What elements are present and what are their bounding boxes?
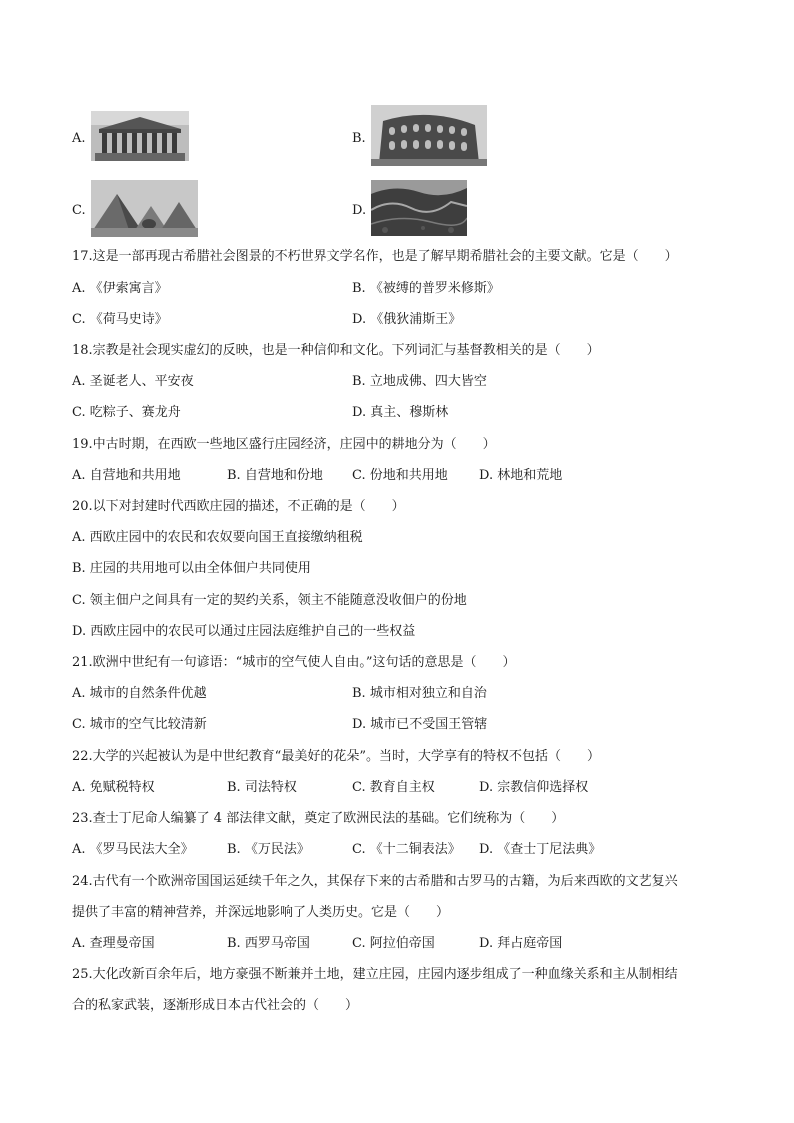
q17-option-a[interactable]: A. 《伊索寓言》 [72,281,168,296]
q24-option-c[interactable]: C. 阿拉伯帝国 [352,936,435,951]
q19-option-c[interactable]: C. 份地和共用地 [352,468,448,483]
question-25-stem-line-2: 合的私家武装，逐渐形成日本古代社会的（ ） [72,998,359,1013]
q18-option-c[interactable]: C. 吃粽子、赛龙舟 [72,405,181,420]
q18-option-b[interactable]: B. 立地成佛、四大皆空 [352,374,487,389]
q22-option-a[interactable]: A. 免赋税特权 [72,780,155,795]
q20-option-c[interactable]: C. 领主佃户之间具有一定的契约关系，领主不能随意没收佃户的份地 [72,593,467,608]
q22-option-c[interactable]: C. 教育自主权 [352,780,435,795]
parthenon-photo-icon[interactable] [91,111,189,161]
q20-option-b[interactable]: B. 庄园的共用地可以由全体佃户共同使用 [72,561,311,576]
q19-option-d[interactable]: D. 林地和荒地 [479,468,563,483]
q23-option-b[interactable]: B. 《万民法》 [227,842,310,857]
q23-option-d[interactable]: D. 《查士丁尼法典》 [479,842,602,857]
question-23-stem: 23.查士丁尼命人编纂了 4 部法律文献，奠定了欧洲民法的基础。它们统称为（ ） [72,811,565,826]
question-18-stem: 18.宗教是社会现实虚幻的反映，也是一种信仰和文化。下列词汇与基督教相关的是（ ） [72,343,600,358]
question-20-stem: 20.以下对封建时代西欧庄园的描述，不正确的是（ ） [72,499,405,514]
q18-option-d[interactable]: D. 真主、穆斯林 [352,405,449,420]
q21-option-b[interactable]: B. 城市相对独立和自治 [352,686,487,701]
image-option-d-label[interactable]: D. [352,203,367,218]
image-option-c-label[interactable]: C. [72,203,86,218]
q17-option-d[interactable]: D. 《俄狄浦斯王》 [352,312,462,327]
q18-option-a[interactable]: A. 圣诞老人、平安夜 [72,374,194,389]
q17-option-c[interactable]: C. 《荷马史诗》 [72,312,168,327]
image-option-a-label[interactable]: A. [72,131,86,146]
q22-option-d[interactable]: D. 宗教信仰选择权 [479,780,589,795]
q23-option-a[interactable]: A. 《罗马民法大全》 [72,842,194,857]
pyramids-photo-icon[interactable] [91,180,198,237]
question-24-stem-line-1: 24.古代有一个欧洲帝国国运延续千年之久，其保存下来的古希腊和古罗马的古籍，为后来西欧的文艺复兴 [72,874,678,889]
q21-option-c[interactable]: C. 城市的空气比较清新 [72,717,207,732]
q20-option-d[interactable]: D. 西欧庄园中的农民可以通过庄园法庭维护自己的一些权益 [72,624,416,639]
q21-option-d[interactable]: D. 城市已不受国王管辖 [352,717,488,732]
question-22-stem: 22.大学的兴起被认为是中世纪教育“最美好的花朵”。当时，大学享有的特权不包括（ ） [72,749,600,764]
q17-option-b[interactable]: B. 《被缚的普罗米修斯》 [352,281,500,296]
q19-option-b[interactable]: B. 自营地和份地 [227,468,323,483]
q19-option-a[interactable]: A. 自营地和共用地 [72,468,181,483]
question-21-stem: 21.欧洲中世纪有一句谚语：“城市的空气使人自由。”这句话的意思是（ ） [72,655,516,670]
question-17-stem: 17.这是一部再现古希腊社会图景的不朽世界文学名作，也是了解早期希腊社会的主要文献。它是（ ） [72,249,678,264]
q24-option-b[interactable]: B. 西罗马帝国 [227,936,310,951]
q24-option-a[interactable]: A. 查理曼帝国 [72,936,155,951]
question-24-stem-line-2: 提供了丰富的精神营养，并深远地影响了人类历史。它是（ ） [72,905,450,920]
question-25-stem-line-1: 25.大化改新百余年后，地方豪强不断兼并土地，建立庄园，庄园内逐步组成了一种血缘关系和主从制相结 [72,967,678,982]
great-wall-photo-icon[interactable] [371,180,467,236]
q23-option-c[interactable]: C. 《十二铜表法》 [352,842,461,857]
q21-option-a[interactable]: A. 城市的自然条件优越 [72,686,207,701]
image-option-b-label[interactable]: B. [352,131,366,146]
q24-option-d[interactable]: D. 拜占庭帝国 [479,936,563,951]
question-19-stem: 19.中古时期，在西欧一些地区盛行庄园经济，庄园中的耕地分为（ ） [72,437,496,452]
colosseum-photo-icon[interactable] [371,105,487,166]
q22-option-b[interactable]: B. 司法特权 [227,780,297,795]
q20-option-a[interactable]: A. 西欧庄园中的农民和农奴要向国王直接缴纳租税 [72,530,363,545]
